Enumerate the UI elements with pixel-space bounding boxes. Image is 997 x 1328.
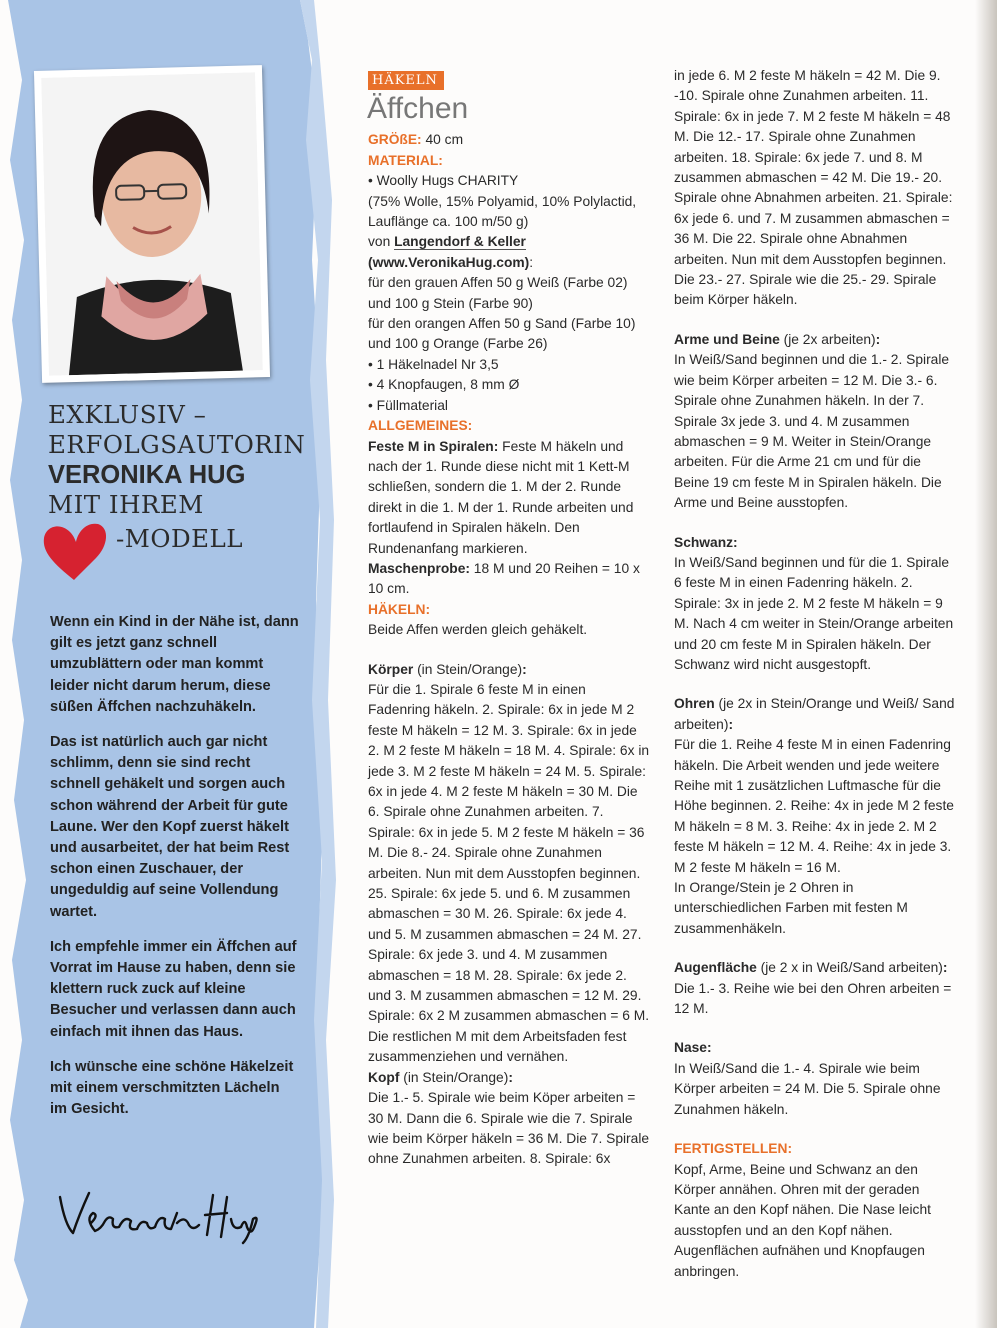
url-colon: : (529, 254, 534, 270)
author-signature (55, 1185, 265, 1250)
head-colon: : (508, 1069, 513, 1085)
article-title: Äffchen (367, 92, 469, 126)
author-photo (34, 65, 270, 383)
head-label: Kopf (368, 1069, 400, 1085)
intro-paragraph: Ich wünsche eine schöne Häkelzeit mit einem verschmitzten Lächeln im Gesicht. (50, 1058, 294, 1118)
heart-icon (40, 520, 110, 586)
material-grey: für den grauen Affen 50 g Weiß (Farbe 02) und 100 g Stein (Farbe 90) (368, 275, 628, 311)
sidebar-panel (0, 0, 340, 1328)
general-heading: ALLGEMEINES: (368, 418, 473, 434)
spiral-label: Feste M in Spiralen: (368, 438, 499, 454)
head-heading (368, 1068, 650, 1088)
gauge-label: Maschenprobe: (368, 560, 470, 576)
ears-instructions-2: In Orange/Stein je 2 Ohren in unterschiedlichen Farben mit festen M zusammenhäkeln. (674, 880, 908, 936)
intro-paragraph: Ich empfehle immer ein Äffchen auf Vorrat im Hause zu haben, denn sie klettern ruck zuck auf kleine Besucher und verlassen dann auch einfach mit ihnen das Haus. (50, 938, 297, 1040)
material-composition: (75% Wolle, 15% Polyamid, 10% Polylactid, Lauflänge ca. 100 m/50 g) (368, 193, 637, 230)
url-link[interactable]: (www.VeronikaHug.com) (368, 254, 530, 270)
arms-instructions: In Weiß/Sand beginnen und die 1.- 2. Spirale wie beim Körper arbeiten = 12 M. Die 3.- 6. Spirale ohne Zunahmen häkeln. In der 7. Spirale 3x jede 3. und 4. M zusammen abmaschen = 9 M. Weiter in Stein/Orange arbeiten. Für die Arme 21 cm und für die Beine 19 cm feste M in Spiralen häkeln. Die Arme und Beine ausstopfen. (674, 352, 950, 511)
headline-heart-line (48, 520, 328, 580)
material-yarn: • Woolly Hugs CHARITY (368, 173, 519, 189)
intro-paragraph: Das ist natürlich auch gar nicht schlimm, denn sie sind recht schnell gehäkelt und sorgen auch schon während der Arbeit für gute Laune. Wer den Kopf zuerst häkelt und ausarbeitet, der hat beim Rest schon einen Zuschauer, der ungeduldig auf seine Vollendung wartet. (50, 734, 290, 920)
general-spiral (368, 437, 650, 559)
intro-paragraph: Wenn ein Kind in der Nähe ist, dann gilt es jetzt ganz schnell umzublättern oder man kommt leider nicht darum herum, diese süßen Äffchen nachzuhäkeln. (50, 614, 299, 715)
gauge-text: 18 M und 20 Reihen = 10 x 10 cm. (368, 560, 640, 597)
material-hook: • 1 Häkelnadel Nr 3,5 (368, 356, 499, 372)
eyepatch-colon: : (942, 960, 948, 976)
intro-text (50, 612, 300, 1134)
size-label: GRÖßE: (368, 132, 422, 148)
arms-heading (674, 330, 956, 350)
crochet-heading: HÄKELN: (368, 601, 431, 617)
size-line (368, 130, 650, 150)
tail-heading: Schwanz: (674, 534, 738, 550)
article-column-2 (674, 66, 956, 1282)
gauge (368, 559, 650, 600)
size-value: 40 cm (421, 132, 464, 148)
ears-colon: : (728, 716, 734, 732)
headline-line-4: MIT IHREM (48, 490, 204, 519)
arms-colon: : (875, 331, 881, 347)
body-sub: (in Stein/Orange) (413, 661, 523, 677)
material-from: von (368, 234, 395, 250)
headline-line-2: ERFOLGSAUTORIN (48, 430, 306, 459)
finish-heading: FERTIGSTELLEN: (674, 1141, 793, 1157)
article-column-1 (368, 70, 650, 1170)
body-label: Körper (368, 661, 414, 677)
material-url-line (368, 253, 650, 273)
eyepatch-instructions: Die 1.- 3. Reihe wie bei den Ohren arbeiten = 12 M. (674, 980, 952, 1017)
body-colon: : (522, 661, 527, 677)
ears-heading (674, 694, 956, 735)
arms-label: Arme und Beine (674, 331, 780, 347)
nose-heading: Nase: (674, 1040, 712, 1056)
ears-sub: (je 2x in Stein/Orange und Weiß/ Sand arbeiten) (674, 696, 955, 732)
head-instructions-continued: in jede 6. M 2 feste M häkeln = 42 M. Die 9. -10. Spirale ohne Zunahmen arbeiten. 11. Spirale: 6x in jede 7. M 2 feste M häkeln = 48 M. Die 12.- 17. Spirale ohne Zunahmen arbeiten. 18. Spirale: 6x jede 7. und 8. M zusammen abmaschen = 42 M. Die 19.- 20. Spirale ohne Abnahmen arbeiten. 21. Spirale: 6x jede 6. und 7. M zusammen abmaschen = 36 M. Die 22. Spirale ohne Abnahmen arbeiten. Nun mit dem Ausstopfen beginnen. Die 23.- 27. Spirale wie die 25.- 29. Spirale beim Körper häkeln. (674, 68, 953, 308)
eyepatch-heading (674, 958, 956, 978)
material-source (368, 232, 650, 252)
head-sub: (in Stein/Orange) (399, 1069, 509, 1085)
headline-line-1: EXKLUSIV – (48, 400, 207, 429)
tail-instructions: In Weiß/Sand beginnen und für die 1. Spirale 6 feste M in einen Fadenring häkeln. 2. Spirale: 3x in jede 2. M 2 feste M häkeln = 9 M. Nach 4 cm weiter in Stein/Orange arbeiten und 20 cm feste M in Spiralen häkeln. Der Schwanz wird nicht ausgestopft. (674, 554, 954, 672)
head-instructions: Die 1.- 5. Spirale wie beim Köper arbeiten = 30 M. Dann die 6. Spirale wie die 7. Spirale wie beim Körper häkeln = 36 M. Die 7. Spirale ohne Zunahmen arbeiten. 8. Spirale: 6x (368, 1090, 650, 1167)
finish-instructions: Kopf, Arme, Beine und Schwanz an den Körper annähen. Ohren mit der geraden Kante an den Kopf nähen. Die Nase leicht ausstopfen und an den Kopf nähen. Augenflächen aufnähen und Knopfaugen anbringen. (674, 1161, 931, 1279)
body-instructions: Für die 1. Spirale 6 feste M in einen Fadenring häkeln. 2. Spirale: 6x in jede M 2 feste M häkeln = 12 M. 3. Spirale: 6x in jede 2. M 2 feste M häkeln = 18 M. 4. Spirale: 6x in jede 3. M 2 feste M häkeln = 24 M. 5. Spirale: 6x in jede 4. M 2 feste M häkeln = 30 M. Die 6. Spirale ohne Zunahmen arbeiten. 7. Spirale: 6x in jede 5. M 2 feste M häkeln = 36 M. Die 8.- 24. Spirale ohne Zunahmen arbeiten. Nun mit dem Ausstopfen beginnen. 25. Spirale: 6x jede 5. und 6. M zusammen abmaschen = 30 M. 26. Spirale: 6x jede 4. und 5. M zusammen abmaschen = 24 M. 27. Spirale: 6x jede 3. und 4. M zusammen abmaschen = 18 M. 28. Spirale: 6x jede 2. und 3. M zusammen abmaschen = 12 M. 29. Spirale: 6x 2 M zusammen abmaschen = 6 M. Die restlichen M mit dem Arbeitsfaden fest zusammenziehen und vernähen. (368, 681, 650, 1065)
body-heading (368, 660, 650, 680)
ears-instructions: Für die 1. Reihe 4 feste M in einen Fadenring häkeln. Die Arbeit wenden und jede weitere Reihe mit 1 zusätzlichen Luftmasche für die Höhe beginnen. 2. Reihe: 4x in jede M 2 feste M häkeln = 8 M. 3. Reihe: 4x in jede 2. M 2 feste M häkeln = 12 M. 4. Reihe: 4x in jede 3. M 2 feste M häkeln = 16 M. (674, 737, 954, 875)
material-heading: MATERIAL: (368, 152, 443, 168)
headline-author-name: VERONIKA HUG (48, 461, 246, 489)
category-tag: HÄKELN (368, 71, 444, 90)
eyepatch-sub: (je 2 x in Weiß/Sand arbeiten) (756, 960, 943, 976)
nose-instructions: In Weiß/Sand die 1.- 4. Spirale wie beim Körper arbeiten = 24 M. Die 5. Spirale ohne Zunahmen häkeln. (674, 1060, 941, 1117)
spiral-text: Feste M häkeln und nach der 1. Runde diese nicht mit 1 Kett-M schließen, sondern die 1. M der 2. Runde direkt in die 1. M der 1. Runde arbeiten und fortlaufend in Spiralen häkeln. Den Rundenanfang markieren. (368, 438, 634, 556)
material-fill: • Füllmaterial (368, 397, 448, 413)
eyepatch-label: Augenfläche (674, 960, 757, 976)
headline-line-5: -MODELL (116, 524, 244, 553)
crochet-intro: Beide Affen werden gleich gehäkelt. (368, 622, 588, 638)
brand-link[interactable]: Langendorf & Keller (394, 234, 526, 250)
material-eyes: • 4 Knopfaugen, 8 mm Ø (368, 377, 520, 393)
material-orange: für den orangen Affen 50 g Sand (Farbe 10) und 100 g Orange (Farbe 26) (368, 316, 636, 352)
arms-sub: (je 2x arbeiten) (779, 331, 876, 347)
sidebar-headline (48, 400, 328, 580)
ears-label: Ohren (674, 696, 715, 712)
page-edge-shadow (975, 0, 997, 1328)
